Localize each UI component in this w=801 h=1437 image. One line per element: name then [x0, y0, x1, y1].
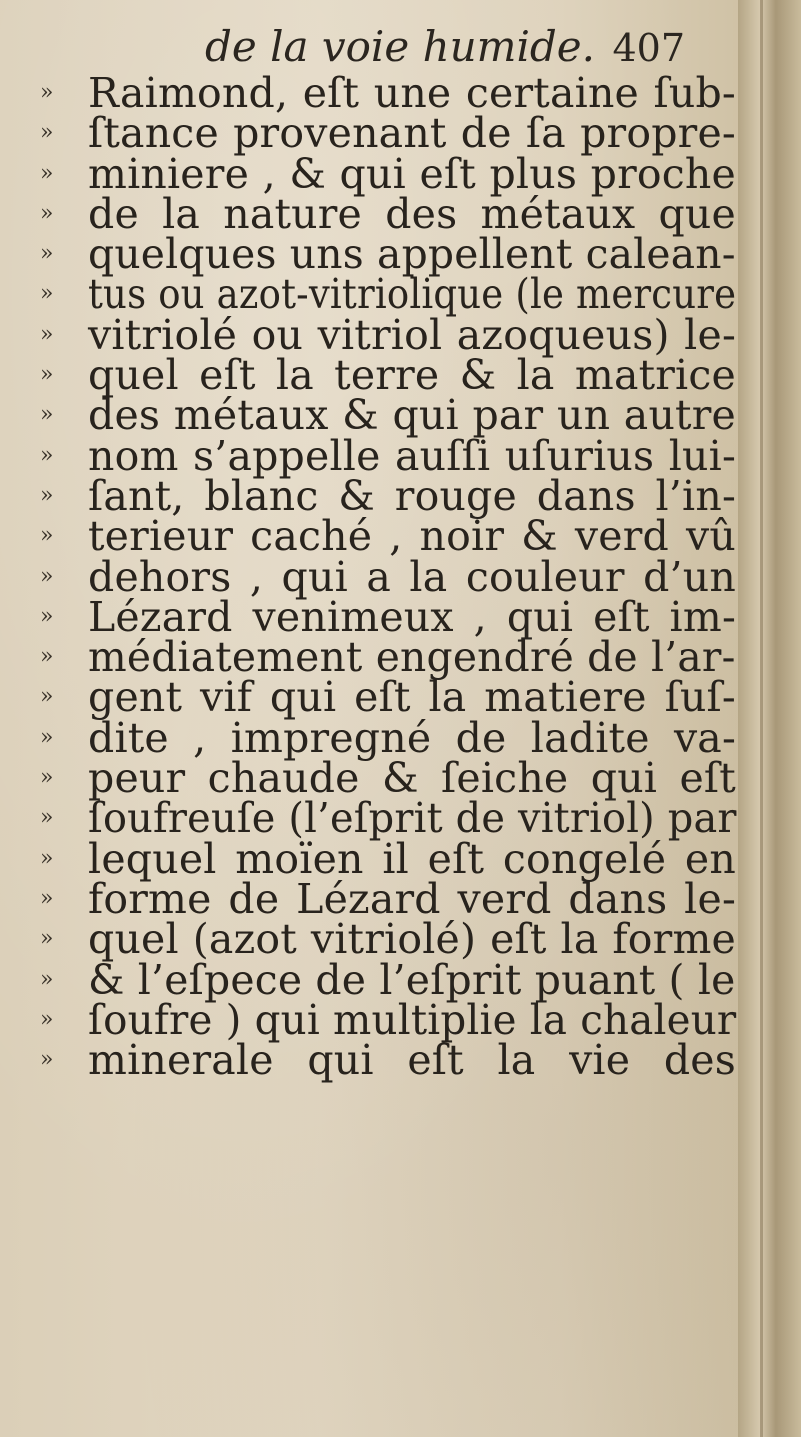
line-text: ſoufreuſe (l’eſprit de vitriol) par: [88, 794, 737, 843]
quote-mark: »: [40, 885, 54, 911]
quote-mark: »: [40, 1047, 54, 1073]
line-text: & l’eſpece de l’eſprit puant ( le: [88, 955, 736, 1004]
quote-mark: »: [40, 563, 54, 589]
line-text: vitriolé ou vitriol azoqueus) le-: [88, 310, 736, 359]
text-line: [0, 673, 738, 722]
quote-mark: »: [40, 241, 54, 267]
line-text: nom s’appelle auſſi uſurius lui-: [88, 431, 736, 480]
page-header: [205, 22, 685, 76]
text-line: [0, 512, 738, 561]
text-line: [0, 270, 738, 319]
line-text: de la nature des métaux que: [88, 189, 736, 238]
text-line: [0, 109, 738, 158]
body-text: [0, 69, 738, 1085]
text-line: [0, 351, 738, 400]
quote-mark: »: [40, 482, 54, 508]
page-edge: [738, 0, 801, 1437]
quote-mark: »: [40, 724, 54, 750]
line-text: Raimond, eſt une certaine ſub-: [88, 69, 736, 117]
line-text: dite , impregné de ladite va-: [88, 713, 736, 762]
quote-mark: »: [40, 120, 54, 146]
text-line: [0, 149, 738, 198]
line-text: médiatement engendré de l’ar-: [88, 633, 736, 682]
line-text: quel (azot vitriolé) eſt la forme: [88, 915, 736, 964]
text-line: [0, 189, 738, 238]
text-line: [0, 874, 738, 923]
text-line: [0, 69, 738, 117]
quote-mark: »: [40, 160, 54, 186]
quote-mark: »: [40, 281, 54, 307]
text-line: [0, 1036, 738, 1085]
line-text: quelques uns appellent calean-: [88, 230, 736, 279]
line-text: dehors , qui a la couleur d’un: [88, 552, 736, 601]
quote-mark: »: [40, 845, 54, 871]
quote-mark: »: [40, 1006, 54, 1032]
text-line: [0, 754, 738, 803]
text-line: [0, 310, 738, 359]
line-text: des métaux & qui par un autre: [88, 391, 736, 440]
quote-mark: »: [40, 321, 54, 347]
line-text: miniere , & qui eſt plus proche: [88, 149, 736, 198]
text-line: [0, 794, 738, 843]
text-line: [0, 552, 738, 601]
text-line: [0, 915, 738, 964]
quote-mark: »: [40, 765, 54, 791]
line-text: peur chaude & ſeiche qui eſt: [88, 754, 736, 803]
quote-mark: »: [40, 805, 54, 831]
text-line: [0, 713, 738, 762]
quote-mark: »: [40, 523, 54, 549]
quote-mark: »: [40, 684, 54, 710]
quote-mark: »: [40, 80, 54, 105]
quote-mark: »: [40, 442, 54, 468]
line-text: minerale qui eſt la vie des: [88, 1036, 736, 1085]
quote-mark: »: [40, 362, 54, 388]
page-edge-shadow: [760, 0, 763, 1437]
quote-mark: »: [40, 926, 54, 952]
line-text: ſant, blanc & rouge dans l’in-: [88, 471, 736, 520]
text-line: [0, 431, 738, 480]
line-text: ſtance provenant de ſa propre-: [88, 109, 736, 158]
text-line: [0, 955, 738, 1004]
line-text: Lézard venimeux , qui eſt im-: [88, 592, 736, 641]
quote-mark: »: [40, 200, 54, 226]
page-number: 407: [612, 26, 685, 70]
quote-mark: »: [40, 644, 54, 670]
text-line: [0, 633, 738, 682]
line-text: forme de Lézard verd dans le-: [88, 874, 736, 923]
line-text: ſoufre ) qui multiplie la chaleur: [88, 995, 737, 1044]
running-title: de la voie humide.: [205, 22, 596, 71]
text-line: [0, 834, 738, 883]
line-text: terieur caché , noir & verd vû: [88, 512, 736, 561]
text-line: [0, 471, 738, 520]
line-text: quel eſt la terre & la matrice: [88, 351, 736, 400]
line-text: lequel moïen il eſt congelé en: [88, 834, 736, 883]
text-line: [0, 391, 738, 440]
text-line: [0, 230, 738, 279]
quote-mark: »: [40, 966, 54, 992]
text-line: [0, 592, 738, 641]
quote-mark: »: [40, 402, 54, 428]
quote-mark: »: [40, 603, 54, 629]
text-line: [0, 995, 738, 1044]
line-text: gent vif qui eſt la matiere ſuſ-: [88, 673, 736, 722]
line-text: tus ou azot-vitriolique (le mercure: [88, 270, 737, 319]
